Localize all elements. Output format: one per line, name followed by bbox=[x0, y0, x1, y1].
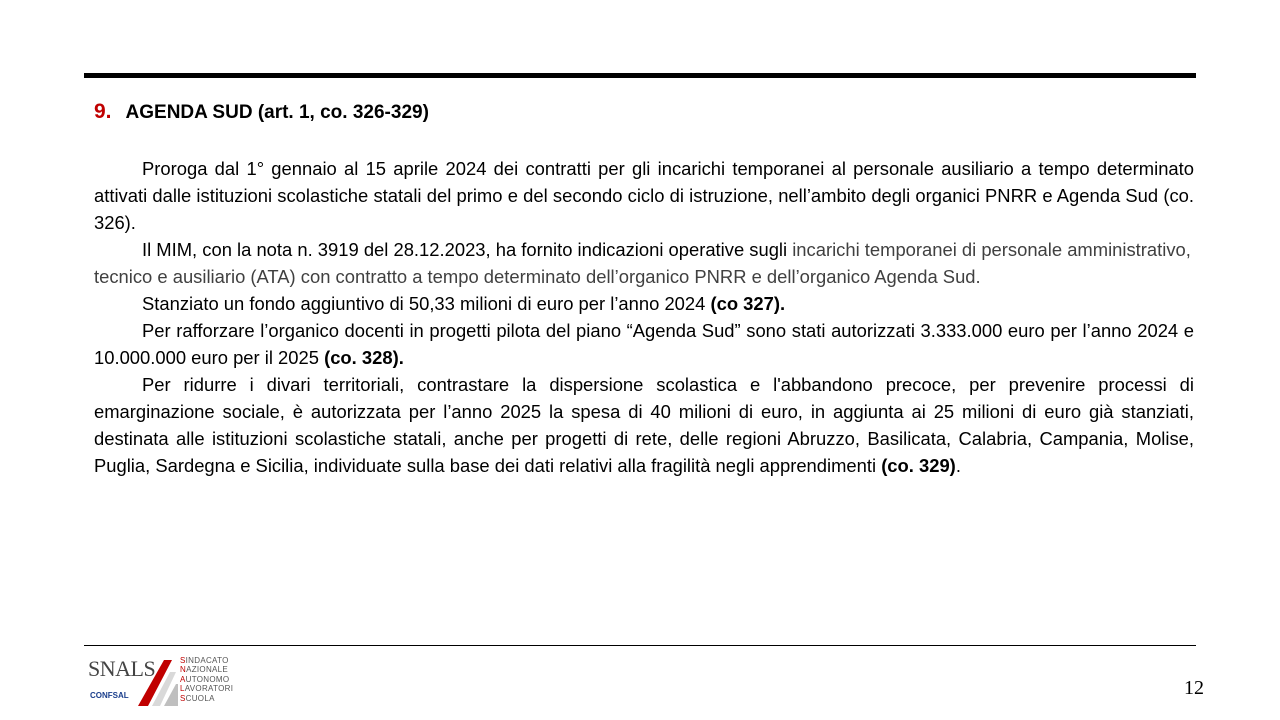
section-heading bbox=[94, 100, 429, 124]
paragraph-divari-ref: (co. 329) bbox=[881, 455, 956, 476]
confsal-label: CONFSAL bbox=[90, 691, 129, 700]
paragraph-proroga bbox=[94, 155, 1194, 236]
paragraph-organico-docenti-text: Per rafforzare l’organico docenti in progetti pilota del piano “Agenda Sud” sono stati autorizzati 3.333.000 euro per l’anno 2024 e 10.000.000 euro per il 2025 bbox=[94, 320, 1194, 368]
section-title: AGENDA SUD (art. 1, co. 326-329) bbox=[125, 102, 429, 123]
paragraph-divari-text: Per ridurre i divari territoriali, contrastare la dispersione scolastica e l'abbandono precoce, per prevenire processi di emarginazione sociale, è autorizzata per l’anno 2025 la spesa di 40 milioni di euro, in aggiunta ai 25 milioni di euro già stanziati, destinata alle istituzioni scolastiche statali, anche per progetti di rete, delle regioni Abruzzo, Basilicata, Calabria, Campania, Molise, Puglia, Sardegna e Sicilia, individuate sulla base dei dati relativi alla fragilità negli apprendimenti bbox=[94, 374, 1194, 476]
paragraph-fondo bbox=[94, 290, 1194, 317]
paragraph-divari-end: . bbox=[955, 455, 961, 476]
body-text bbox=[94, 155, 1194, 479]
logo-word: SINDACATO bbox=[180, 656, 229, 665]
snals-logo-stripes-icon bbox=[138, 656, 178, 706]
logo-word: SCUOLA bbox=[180, 693, 215, 703]
paragraph-fondo-text: Stanziato un fondo aggiuntivo di 50,33 milioni di euro per l’anno 2024 bbox=[142, 293, 711, 314]
paragraph-proroga-text: Proroga dal 1° gennaio al 15 aprile 2024 dei contratti per gli incarichi temporanei al personale ausiliario a tempo determinato attivati dalle istituzioni scolastiche statali del primo e del secondo ciclo di istruzione, nell’ambito degli organici PNRR e Agenda Sud (co. 326). bbox=[94, 158, 1194, 233]
top-divider bbox=[84, 73, 1196, 78]
paragraph-nota-mim-lead: Il MIM, con la nota n. 3919 del 28.12.2023, ha fornito indicazioni operative sugli bbox=[142, 239, 793, 260]
paragraph-nota-mim-detail: incarichi temporanei di personale amministrativo, tecnico e ausiliario (ATA) con contratto a tempo determinato dell’organico PNRR e dell’organico Agenda Sud. bbox=[94, 239, 1191, 287]
paragraph-nota-mim bbox=[94, 236, 1194, 290]
logo-word: NAZIONALE bbox=[180, 665, 229, 675]
paragraph-fondo-ref: (co 327). bbox=[710, 293, 786, 314]
snals-logo bbox=[86, 652, 246, 708]
snals-logo-brand: SNALS bbox=[88, 656, 156, 681]
logo-word: AUTONOMO bbox=[180, 674, 230, 684]
bottom-divider bbox=[84, 645, 1196, 646]
page-number: 12 bbox=[1184, 677, 1204, 699]
paragraph-divari-territoriali bbox=[94, 371, 1194, 479]
snals-logo-words bbox=[180, 656, 233, 703]
section-number: 9. bbox=[94, 100, 112, 123]
paragraph-organico-docenti bbox=[94, 317, 1194, 371]
logo-word: LAVORATORI bbox=[180, 684, 234, 694]
paragraph-organico-docenti-ref: (co. 328). bbox=[324, 347, 404, 368]
